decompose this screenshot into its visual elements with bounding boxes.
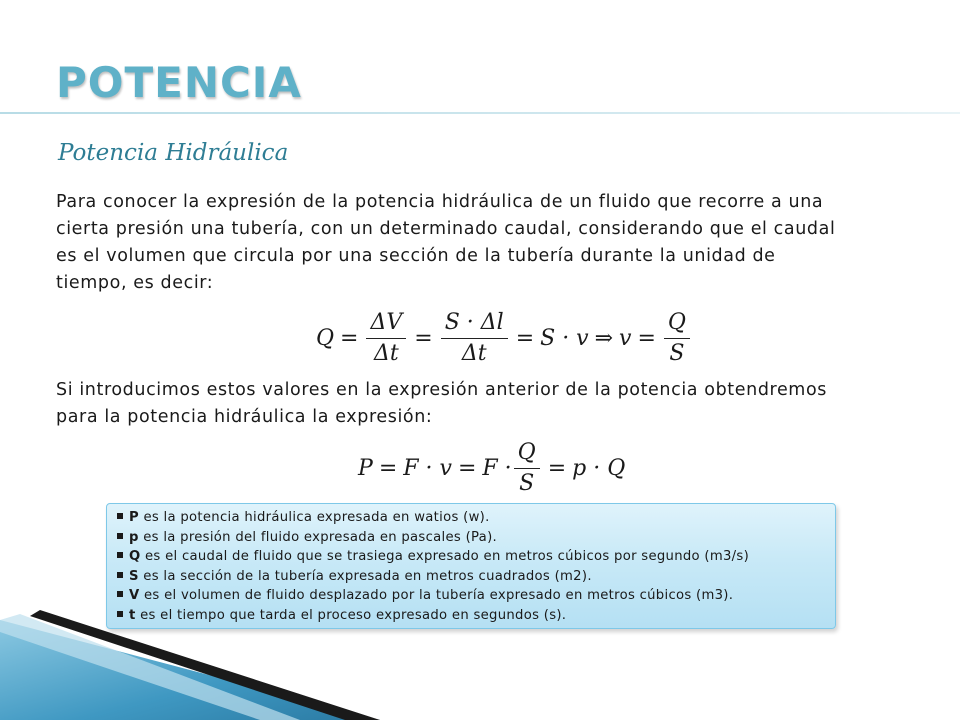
square-bullet-icon: [117, 572, 123, 578]
formula2-term3: p · Q: [572, 456, 626, 481]
definition-text: es el tiempo que tarda el proceso expresado en segundos (s).: [135, 607, 567, 623]
square-bullet-icon: [117, 591, 123, 597]
definition-symbol: P: [129, 510, 139, 525]
square-bullet-icon: [117, 552, 123, 558]
definition-item: [117, 567, 825, 587]
flow-formula: [316, 310, 692, 367]
formula1-product: S · v: [540, 326, 589, 351]
definition-text: es la sección de la tubería expresada en metros cuadrados (m2).: [138, 568, 592, 584]
fraction-numerator: S · Δl: [441, 310, 508, 339]
fraction-denominator: S: [669, 341, 685, 366]
fraction-numerator: Q: [514, 440, 540, 469]
formula1-eq-1: =: [340, 326, 359, 351]
formula1-lhs: Q: [316, 326, 335, 351]
definition-symbol: S: [129, 568, 139, 584]
formula2-eq-2: =: [457, 456, 477, 481]
formula2-lhs: P: [358, 456, 373, 481]
fraction-numerator: ΔV: [366, 310, 406, 339]
square-bullet-icon: [117, 533, 123, 539]
definition-item: [117, 508, 825, 528]
formula2-eq-1: =: [378, 456, 398, 481]
definition-symbol: Q: [129, 549, 141, 564]
intro-paragraph: Para conocer la expresión de la potencia hidráulica de un fluido que recorre a una cierta presión una tubería, con un determinado caudal, considerando que el caudal es el volumen que circula por una sección de la tubería durante la unidad de tiempo, es decir:: [56, 192, 836, 293]
formula1-eq-4: =: [637, 326, 656, 351]
fraction-denominator: Δt: [461, 341, 487, 366]
formula1-velocity: v: [619, 326, 632, 351]
definition-item: [117, 586, 825, 606]
definition-item: [117, 528, 825, 548]
definitions-list: [117, 508, 825, 625]
square-bullet-icon: [117, 513, 123, 519]
second-paragraph: Si introducimos estos valores en la expresión anterior de la potencia obtendremos para la potencia hidráulica la expresión:: [56, 380, 827, 427]
formula1-eq-3: =: [515, 326, 535, 351]
formula1-fraction-q-over-s: [664, 310, 690, 367]
definition-symbol: t: [129, 607, 136, 623]
formula1-eq-2: =: [414, 326, 433, 351]
definition-item: [117, 547, 825, 567]
definition-symbol: p: [129, 529, 139, 545]
section-subtitle: Potencia Hidráulica: [58, 140, 289, 166]
definition-symbol: V: [129, 588, 140, 603]
formula2-fraction: [514, 440, 540, 497]
slide-title: POTENCIA: [56, 58, 302, 107]
implies-arrow-icon: ⇒: [594, 326, 614, 351]
fraction-denominator: S: [519, 471, 535, 496]
formula2-eq-3: =: [547, 456, 567, 481]
formula2-term1: F · v: [403, 456, 452, 481]
title-underline: [0, 112, 960, 114]
definition-text: es la potencia hidráulica expresada en watios (w).: [138, 510, 490, 525]
formula1-fraction-section: [441, 310, 508, 367]
definition-text: es la presión del fluido expresada en pascales (Pa).: [138, 529, 498, 545]
fraction-denominator: Δt: [374, 341, 399, 366]
formula2-term2: F ·: [482, 456, 512, 481]
definition-text: es el caudal de fluido que se trasiega expresado en metros cúbicos por segundo (m3/s): [140, 549, 750, 564]
formula1-fraction-volume: [366, 310, 406, 367]
definition-text: es el volumen de fluido desplazado por la tubería expresado en metros cúbicos (m3).: [139, 588, 734, 603]
fraction-numerator: Q: [664, 310, 690, 339]
power-formula: [358, 440, 625, 497]
